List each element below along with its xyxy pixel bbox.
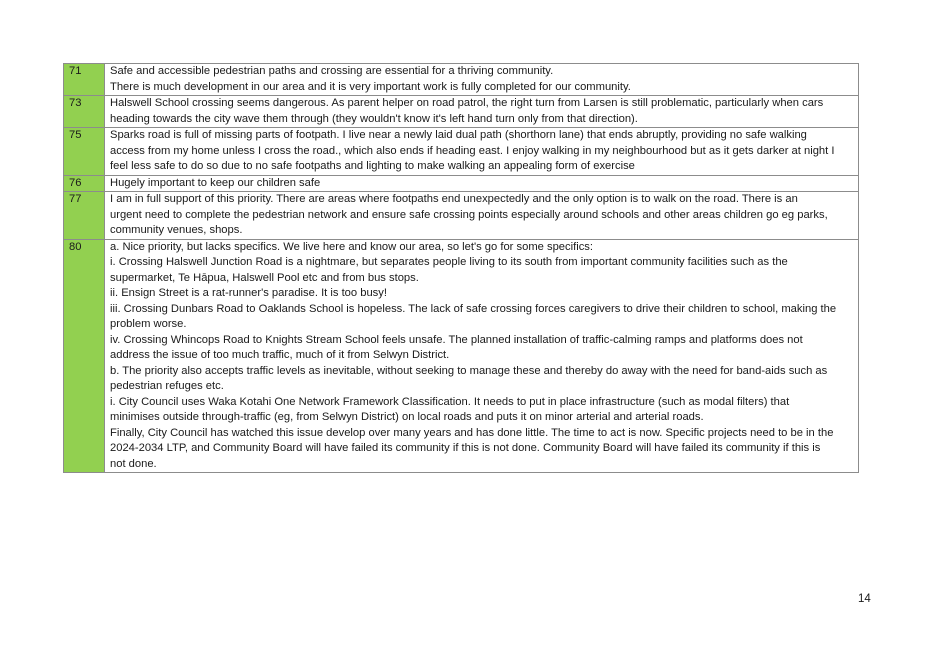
- comment-line: Safe and accessible pedestrian paths and crossing are essential for a thriving community.: [110, 65, 554, 77]
- submission-id: 80: [64, 239, 105, 473]
- submission-id: 75: [64, 128, 105, 176]
- comment-line: i. City Council uses Waka Kotahi One Network Framework Classification. It needs to put in place infrastructure (such as modal filters) that: [110, 395, 790, 408]
- table-row: [64, 239, 859, 473]
- comment-line: I am in full support of this priority. There are areas where footpaths end unexpectedly and the only option is to walk on the road. There is an: [110, 193, 798, 205]
- comment-line: minimises outside through-traffic (eg, from Selwyn District) on local roads and puts it on minor arterial and arterial roads.: [110, 411, 704, 423]
- comment-line: access from my home unless I cross the road., which also ends if heading east. I enjoy walking in my neighbourhood but as it gets darker at night I: [110, 144, 835, 157]
- comment-line: ii. Ensign Street is a rat-runner's paradise. It is too busy!: [110, 287, 387, 299]
- comment-line: Finally, City Council has watched this issue develop over many years and has done little. The time to act is now. Specific projects need to be in the: [110, 426, 834, 439]
- comment-line: Halswell School crossing seems dangerous. As parent helper on road patrol, the right turn from Larsen is still problematic, particularly when cars: [110, 97, 824, 109]
- comment-line: iii. Crossing Dunbars Road to Oaklands School is hopeless. The lack of safe crossing forces caregivers to drive their children to school, making the: [110, 302, 837, 315]
- table-row: [64, 175, 859, 192]
- comment-line: community venues, shops.: [110, 224, 243, 236]
- comment-line: not done.: [110, 457, 157, 470]
- table-row: [64, 128, 859, 176]
- submission-id: 77: [64, 192, 105, 240]
- submission-id: 71: [64, 64, 105, 96]
- submission-id: 76: [64, 175, 105, 192]
- submission-id: 73: [64, 96, 105, 128]
- comment-line: i. Crossing Halswell Junction Road is a nightmare, but separates people living to its south from important community facilities such as the: [110, 256, 788, 268]
- submissions-table: [63, 63, 859, 473]
- comment-line: b. The priority also accepts traffic levels as inevitable, without seeking to manage these and thereby do away with the need for band-aids such as: [110, 364, 828, 377]
- comment-line: 2024-2034 LTP, and Community Board will have failed its community if this is not done. Community Board will have failed its community if this is: [110, 442, 821, 454]
- comment-line: Hugely important to keep our children safe: [110, 176, 321, 189]
- submission-comment: [105, 64, 859, 96]
- comment-line: supermarket, Te Hāpua, Halswell Pool etc and from bus stops.: [110, 271, 419, 284]
- submission-comment: [105, 192, 859, 240]
- comment-line: urgent need to complete the pedestrian network and ensure safe crossing points especially around schools and other areas children go eg parks,: [110, 208, 828, 221]
- comment-line: problem worse.: [110, 318, 187, 330]
- submission-comment: [105, 96, 859, 128]
- page-number: 14: [858, 593, 871, 605]
- submission-comment: [105, 128, 859, 176]
- comment-line: feel less safe to do so due to no safe footpaths and lighting to make walking an appealing form of exercise: [110, 160, 635, 172]
- comment-line: heading towards the city wave them through (they wouldn't know it's left hand turn only from that direction).: [110, 112, 638, 125]
- table-row: [64, 192, 859, 240]
- comment-line: iv. Crossing Whincops Road to Knights Stream School feels unsafe. The planned installation of traffic-calming ramps and platforms does not: [110, 333, 803, 346]
- comment-line: pedestrian refuges etc.: [110, 380, 224, 392]
- submission-comment: [105, 175, 859, 192]
- comment-line: address the issue of too much traffic, much of it from Selwyn District.: [110, 349, 450, 361]
- table-row: [64, 96, 859, 128]
- comment-line: a. Nice priority, but lacks specifics. We live here and know our area, so let's go for some specifics:: [110, 240, 593, 253]
- comment-line: There is much development in our area and it is very important work is fully completed for our community.: [110, 80, 631, 93]
- submission-comment: [105, 239, 859, 473]
- table-row: [64, 64, 859, 96]
- comment-line: Sparks road is full of missing parts of footpath. I live near a newly laid dual path (shorthorn lane) that ends abruptly, providing no safe walking: [110, 129, 807, 141]
